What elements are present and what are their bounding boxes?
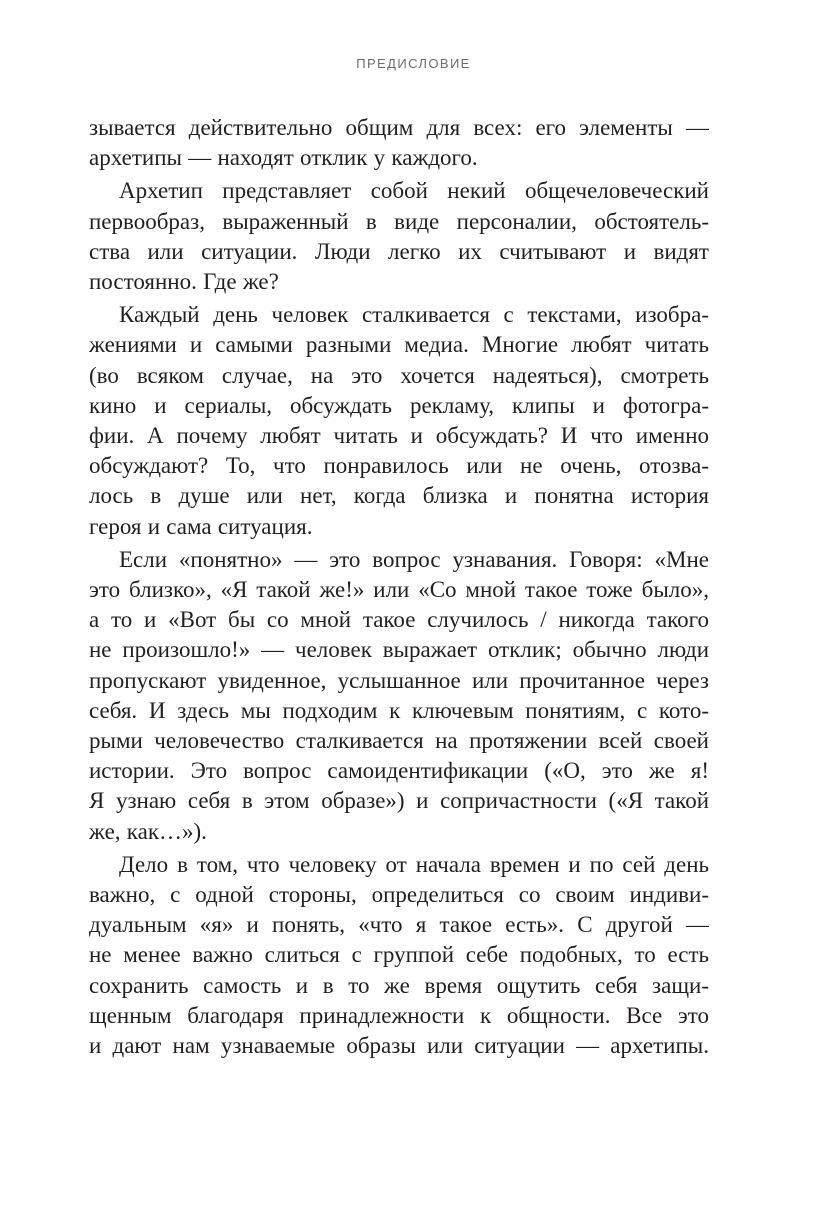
text-line: обсуждают? То, что понравилось или не очень, отозва- [89,453,709,479]
text-line: себя. И здесь мы подходим к ключевым понятиям, с кото- [89,697,709,723]
text-line: а то и «Вот бы со мной такое случилось / никогда такого [89,607,709,633]
paragraph-1 [89,113,709,173]
text-line: не менее важно слиться с группой себе подобных, то есть [89,942,709,968]
text-line: истории. Это вопрос самоидентификации («О, это же я! [89,758,709,784]
paragraph-5 [89,850,709,1061]
text-line: пропускают увиденное, услышанное или прочитанное через [89,667,709,693]
text-line: Дело в том, что человеку от начала времен и по сей день [119,851,709,877]
text-line: кино и сериалы, обсуждать рекламу, клипы и фотогра- [89,392,709,418]
text-line: жениями и самыми разными медиа. Многие любят читать [89,332,709,358]
text-line: героя и сама ситуация. [89,513,313,539]
text-line: лось в душе или нет, когда близка и понятна история [89,483,709,509]
text-line: Я узнаю себя в этом образе») и сопричастности («Я такой [89,788,709,814]
text-line: это близко», «Я такой же!» или «Со мной такое тоже было», [89,577,709,603]
text-line: дуальным «я» и понять, «что я такое есть». С другой — [89,912,709,938]
text-line: важно, с одной стороны, определиться со своим индиви- [89,882,709,908]
text-line: Каждый день человек сталкивается с текстами, изобра- [119,302,709,328]
text-line: Архетип представляет собой некий общечеловеческий [119,178,709,204]
text-line: щенным благодаря принадлежности к общности. Все это [89,1002,709,1028]
text-line: (во всяком случае, на это хочется надеяться), смотреть [89,362,709,388]
paragraph-4 [89,545,709,847]
text-line: Если «понятно» — это вопрос узнавания. Говоря: «Мне [119,546,709,572]
text-line: ства или ситуации. Люди легко их считывают и видят [89,238,709,264]
running-head: ПРЕДИСЛОВИЕ [356,56,471,71]
text-line: и дают нам узнаваемые образы или ситуации — архетипы. [89,1033,709,1059]
text-line: первообраз, выраженный в виде персоналии, обстоятель- [89,208,709,234]
text-line: рыми человечество сталкивается на протяжении всей своей [89,728,709,754]
text-line: архетипы — находят отклик у каждого. [89,145,478,171]
text-line: фии. А почему любят читать и обсуждать? И что именно [89,423,709,449]
text-line: постоянно. Где же? [89,269,279,295]
paragraph-3 [89,300,709,542]
body-text [89,113,709,1061]
text-line: сохранить самость и в то же время ощутить себя защи- [89,972,709,998]
text-line: зывается действительно общим для всех: его элементы — [89,115,709,140]
text-line: не произошло!» — человек выражает отклик; обычно люди [89,637,709,663]
text-line: же, как…»). [89,818,207,844]
paragraph-2 [89,176,709,297]
